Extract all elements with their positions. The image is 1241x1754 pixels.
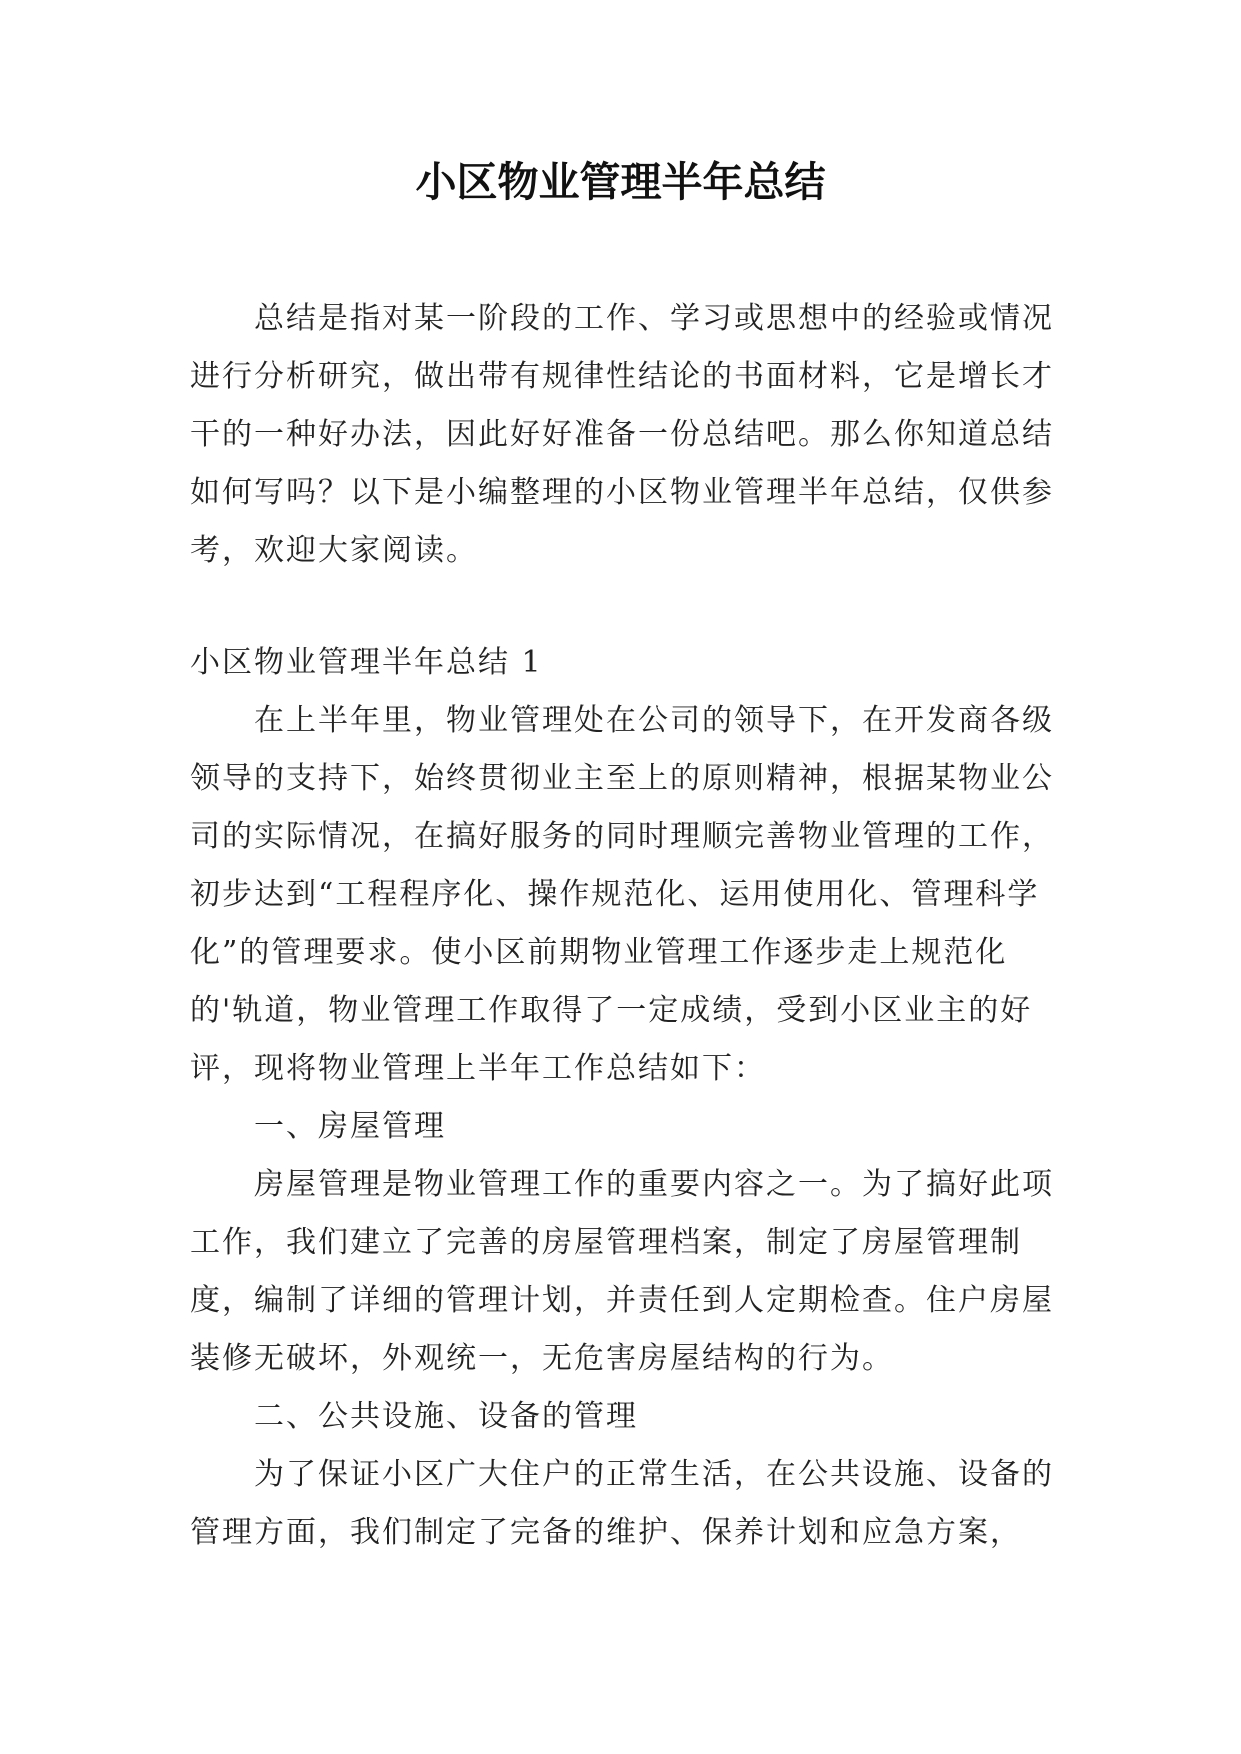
body-paragraph: 房屋管理是物业管理工作的重要内容之一。为了搞好此项工作，我们建立了完善的房屋管理档案，制定了房屋管理制度，编制了详细的管理计划，并责任到人定期检查。住户房屋装修无破坏，外观统一，无危害房屋结构的行为。 [190, 1167, 1054, 1376]
section-label: 小区物业管理半年总结 1 [190, 645, 543, 680]
intro-paragraph: 总结是指对某一阶段的工作、学习或思想中的经验或情况进行分析研究，做出带有规律性结论的书面材料，它是增长才干的一种好办法，因此好好准备一份总结吧。那么你知道总结如何写吗？以下是小编整理的小区物业管理半年总结，仅供参考，欢迎大家阅读。 [190, 301, 1054, 568]
main-section [190, 634, 1060, 1562]
intro-block [190, 290, 1060, 580]
body-paragraph: 为了保证小区广大住户的正常生活，在公共设施、设备的管理方面，我们制定了完备的维护、保养计划和应急方案， [190, 1457, 1054, 1550]
heading-house-management: 一、房屋管理 [254, 1109, 446, 1144]
document-title: 小区物业管理半年总结 [415, 158, 826, 206]
heading-public-facilities: 二、公共设施、设备的管理 [254, 1399, 638, 1434]
body-paragraph: 在上半年里，物业管理处在公司的领导下，在开发商各级领导的支持下，始终贯彻业主至上的原则精神，根据某物业公司的实际情况，在搞好服务的同时理顺完善物业管理的工作，初步达到“工程程序化、操作规范化、运用使用化、管理科学化”的管理要求。使小区前期物业管理工作逐步走上规范化的'轨道，物业管理工作取得了一定成绩，受到小区业主的好评，现将物业管理上半年工作总结如下： [190, 703, 1054, 1086]
